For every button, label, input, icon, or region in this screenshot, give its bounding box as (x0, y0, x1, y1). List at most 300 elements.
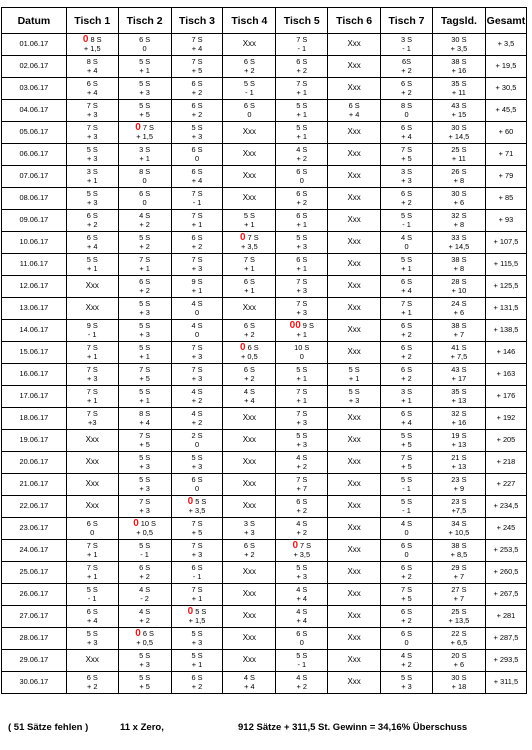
win-value: 0 (404, 549, 409, 559)
date-cell: 23.06.17 (2, 518, 67, 540)
win-value: + 1 (86, 263, 98, 273)
win-value: + 2 (191, 109, 203, 119)
tagsld-values (451, 454, 466, 471)
tisch-6-cell (328, 430, 381, 452)
cell-values (401, 674, 412, 691)
no-play-mark: Xxx (242, 39, 257, 49)
win-value: + 2 (191, 87, 203, 97)
sets-count: 6 S (296, 211, 308, 220)
cell-values (191, 234, 202, 251)
cell-values (191, 278, 202, 295)
sets-count: 5 S (400, 497, 413, 506)
cell-values (401, 454, 412, 471)
tagsld-win: + 8 (453, 175, 465, 185)
tisch-1-cell (66, 540, 118, 562)
tisch-4-cell (223, 452, 276, 474)
sets-count: 7 S (139, 497, 151, 506)
sets-count: 7 S (400, 299, 413, 308)
gesamt-cell: + 93 (485, 210, 526, 232)
tisch-2-cell (118, 122, 171, 144)
tisch-3-cell (171, 628, 223, 650)
tisch-6-cell (328, 276, 381, 298)
date-cell: 10.06.17 (2, 232, 67, 254)
sets-count: 5 S (243, 211, 255, 220)
cell-values (296, 410, 307, 427)
cell-values (296, 58, 307, 75)
date-cell: 02.06.17 (2, 56, 67, 78)
win-value: + 1,5 (136, 131, 153, 141)
tagsld-win: + 7 (453, 329, 465, 339)
cell-values (139, 168, 150, 185)
win-value: + 3 (296, 571, 307, 581)
win-value: 0 (299, 351, 304, 361)
win-value: + 1 (296, 109, 307, 119)
win-value: + 2 (244, 373, 255, 383)
date-cell: 18.06.17 (2, 408, 67, 430)
tisch-4-cell (223, 210, 276, 232)
tisch-2-cell (118, 518, 171, 540)
win-value: - 1 (402, 505, 411, 515)
win-value: + 2 (401, 615, 412, 625)
date-cell: 29.06.17 (2, 650, 67, 672)
win-value: +3 (88, 417, 97, 427)
tagsld-values (451, 410, 466, 427)
tisch-7-cell (381, 584, 433, 606)
zero-marker: 0 (133, 518, 139, 529)
sets-count: 6 S (296, 255, 308, 264)
sets-count: 6 S (191, 79, 203, 88)
tisch-2-cell (118, 78, 171, 100)
win-value: + 1 (401, 395, 412, 405)
sets-count: 8 S (90, 35, 102, 44)
sets-count: 6 S (400, 79, 413, 88)
tisch-4-cell (223, 122, 276, 144)
sets-count: 7 S (86, 123, 98, 132)
tisch-6-cell (328, 562, 381, 584)
win-value: - 1 (87, 329, 97, 339)
sets-count: 5 S (400, 673, 413, 682)
tisch-2-cell (118, 320, 171, 342)
tisch-5-cell (276, 276, 328, 298)
cell-values (191, 674, 202, 691)
tisch-4-cell (223, 100, 276, 122)
sets-count: 2 S (191, 431, 203, 440)
gesamt-cell: + 192 (485, 408, 526, 430)
win-value: + 1 (86, 571, 98, 581)
sets-count: 7 S (400, 453, 413, 462)
tisch-6-cell (328, 34, 381, 56)
sets-count: 4 S (191, 299, 203, 308)
win-value: + 1 (296, 395, 307, 405)
no-play-mark: Xxx (347, 237, 361, 247)
cell-values (401, 322, 412, 339)
sets-count: 4 S (139, 585, 151, 594)
table-row (2, 386, 527, 408)
sets-count: 5 S (139, 475, 151, 484)
sets-count: 6 S (400, 343, 413, 352)
tisch-3-cell (171, 584, 223, 606)
gesamt-cell: + 131,5 (485, 298, 526, 320)
cell-values (191, 410, 202, 427)
tisch-1-cell (66, 100, 118, 122)
win-value: + 5 (191, 65, 203, 75)
sets-count: 4 S (296, 145, 308, 154)
date-cell: 26.06.17 (2, 584, 67, 606)
tagsld-win: + 13 (451, 395, 467, 405)
table-row (2, 232, 527, 254)
win-value: + 3 (86, 637, 98, 647)
win-value: - 1 (245, 87, 254, 97)
win-value: + 4 (86, 241, 98, 251)
cell-values (292, 542, 311, 559)
win-value: + 2 (296, 153, 307, 163)
tagsld-values (451, 674, 466, 691)
no-play-mark: Xxx (347, 215, 361, 225)
cell-values (87, 630, 98, 647)
tisch-1-cell (66, 166, 118, 188)
win-value: + 5 (139, 373, 150, 383)
win-value: + 1 (139, 65, 150, 75)
tisch-2-cell (118, 496, 171, 518)
tisch-3-cell (171, 386, 223, 408)
win-value: + 2 (244, 329, 255, 339)
tagsld-values (451, 498, 466, 515)
sets-count: 7 S (191, 365, 203, 374)
win-value: 0 (404, 637, 409, 647)
cell-values (244, 542, 255, 559)
tisch-7-cell (381, 100, 433, 122)
win-value: + 1 (191, 285, 203, 295)
cell-values (244, 102, 255, 119)
gesamt-cell: + 19,5 (485, 56, 526, 78)
win-value: + 3 (296, 241, 307, 251)
header-tagsld: Tagsld. (432, 8, 485, 34)
gesamt-cell: + 3,5 (485, 34, 526, 56)
cell-values (191, 630, 202, 647)
no-play-mark: Xxx (347, 633, 361, 643)
tagsld-cell (432, 342, 485, 364)
tagsld-values (451, 58, 466, 75)
sets-count: 7 S (296, 35, 308, 44)
tagsld-sets: 32 S (451, 211, 467, 220)
table-row (2, 562, 527, 584)
cell-values (401, 344, 412, 361)
tisch-6-cell (328, 452, 381, 474)
tagsld-win: + 6,5 (450, 637, 468, 647)
sets-count: 6 S (400, 365, 413, 374)
cell-values (191, 256, 202, 273)
cell-values (244, 674, 255, 691)
tagsld-values (451, 476, 466, 493)
win-value: + 1 (296, 329, 307, 339)
table-row (2, 320, 527, 342)
cell-values (139, 190, 150, 207)
tisch-5-cell (276, 342, 328, 364)
tisch-4-cell (223, 56, 276, 78)
tisch-3-cell (171, 342, 223, 364)
tisch-1-cell (66, 232, 118, 254)
tisch-1-cell (66, 672, 118, 694)
date-cell: 22.06.17 (2, 496, 67, 518)
tisch-6-cell (328, 56, 381, 78)
sets-count: 5 S (296, 123, 308, 132)
no-play-mark: Xxx (347, 171, 361, 181)
sets-count: 6 S (400, 409, 413, 418)
tisch-6-cell (328, 232, 381, 254)
tagsld-values (451, 366, 466, 383)
table-row (2, 210, 527, 232)
tisch-6-cell (328, 672, 381, 694)
cell-values (188, 608, 207, 625)
tisch-7-cell (381, 650, 433, 672)
cell-values (139, 674, 150, 691)
tagsld-cell (432, 210, 485, 232)
cell-values (139, 608, 150, 625)
tisch-2-cell (118, 100, 171, 122)
sets-count: 7 S (191, 541, 203, 550)
win-value: + 5 (191, 527, 203, 537)
sets-count: 6 S (191, 475, 203, 484)
win-value: + 2 (401, 351, 412, 361)
win-value: + 2 (139, 571, 150, 581)
cell-values (244, 388, 255, 405)
tagsld-values (451, 80, 466, 97)
win-value: + 3 (191, 637, 203, 647)
cell-values (135, 124, 154, 141)
tisch-7-cell (381, 606, 433, 628)
cell-values (191, 146, 202, 163)
cell-values (244, 278, 255, 295)
win-value: + 3 (139, 307, 150, 317)
date-cell: 11.06.17 (2, 254, 67, 276)
cell-values (139, 476, 150, 493)
date-cell: 04.06.17 (2, 100, 67, 122)
tagsld-cell (432, 562, 485, 584)
tisch-6-cell (328, 320, 381, 342)
cell-values (401, 542, 412, 559)
tisch-6-cell (328, 584, 381, 606)
sets-count: 3 S (400, 167, 413, 176)
win-value: + 2 (191, 395, 203, 405)
gesamt-cell: + 45,5 (485, 100, 526, 122)
tisch-2-cell (118, 408, 171, 430)
win-value: + 2 (191, 241, 203, 251)
tisch-2-cell (118, 254, 171, 276)
tisch-5-cell (276, 144, 328, 166)
tisch-3-cell (171, 254, 223, 276)
sets-count: 6 S (400, 629, 413, 638)
win-value: + 1 (139, 263, 150, 273)
gesamt-cell: + 107,5 (485, 232, 526, 254)
sets-count: 6 S (86, 607, 98, 616)
cell-values (87, 168, 98, 185)
no-play-mark: Xxx (347, 127, 361, 137)
table-row (2, 430, 527, 452)
win-value: + 1 (296, 373, 307, 383)
tagsld-sets: 25 S (451, 145, 467, 154)
tisch-4-cell (223, 34, 276, 56)
win-value: + 1 (86, 351, 98, 361)
zero-count: 11 x Zero, (120, 722, 164, 733)
win-value: + 4 (401, 131, 412, 141)
cell-values (296, 366, 307, 383)
win-value: + 4 (244, 395, 255, 405)
win-value: + 0,5 (136, 527, 153, 537)
sets-count: 7 S (86, 343, 98, 352)
win-value: + 4 (296, 593, 307, 603)
tisch-2-cell (118, 540, 171, 562)
cell-values (244, 322, 255, 339)
sets-count: 5 S (296, 101, 308, 110)
win-value: + 3 (191, 549, 203, 559)
win-value: + 2 (296, 505, 307, 515)
win-value: + 2 (139, 285, 150, 295)
tisch-5-cell (276, 452, 328, 474)
cell-values (296, 102, 307, 119)
sets-count: 8 S (400, 101, 413, 110)
cell-values (139, 652, 150, 669)
win-value: + 4 (191, 43, 203, 53)
date-cell: 07.06.17 (2, 166, 67, 188)
sets-count: 4 S (243, 387, 255, 396)
cell-values (401, 190, 412, 207)
cell-values (139, 234, 150, 251)
tagsld-sets: 35 S (451, 387, 467, 396)
date-cell: 21.06.17 (2, 474, 67, 496)
tagsld-sets: 27 S (451, 585, 467, 594)
sets-count: 5 S (400, 475, 413, 484)
sets-count: 5 S (139, 387, 151, 396)
cell-values (87, 124, 98, 141)
sets-count: 8 S (139, 167, 151, 176)
tisch-7-cell (381, 364, 433, 386)
table-row (2, 474, 527, 496)
tagsld-values (451, 564, 466, 581)
win-value: + 2 (86, 681, 98, 691)
win-value: + 3 (86, 131, 98, 141)
tagsld-cell (432, 276, 485, 298)
tisch-2-cell (118, 34, 171, 56)
no-play-mark: Xxx (85, 655, 99, 665)
gesamt-cell: + 115,5 (485, 254, 526, 276)
tagsld-win: + 13 (451, 439, 467, 449)
sets-count: 5 S (243, 79, 255, 88)
tagsld-values (451, 146, 466, 163)
cell-values (139, 498, 150, 515)
win-value: + 1 (296, 87, 307, 97)
win-value: + 2 (191, 417, 203, 427)
win-value: + 2 (401, 659, 412, 669)
cell-values (87, 102, 98, 119)
win-value: + 3,5 (188, 505, 206, 515)
tagsld-sets: 41 S (451, 343, 467, 352)
tisch-5-cell (276, 606, 328, 628)
cell-values (87, 608, 98, 625)
tisch-3-cell (171, 452, 223, 474)
win-value: + 2 (244, 549, 255, 559)
cell-values (401, 124, 412, 141)
sets-count: 6 S (243, 541, 255, 550)
tagsld-sets: 30 S (451, 673, 467, 682)
sets-count: 7 S (86, 541, 98, 550)
tisch-5-cell (276, 298, 328, 320)
sets-count: 7 S (139, 431, 151, 440)
cell-values (191, 454, 202, 471)
sets-count: 6 S (247, 343, 259, 352)
tisch-1-cell (66, 408, 118, 430)
sets-count: 7 S (296, 277, 308, 286)
gesamt-cell: + 85 (485, 188, 526, 210)
date-cell: 24.06.17 (2, 540, 67, 562)
cell-values (191, 564, 202, 581)
no-play-mark: Xxx (347, 149, 361, 159)
sets-count: 5 S (139, 541, 151, 550)
cell-values (296, 674, 307, 691)
sets-count: 6 S (86, 79, 98, 88)
cell-values (296, 278, 307, 295)
tagsld-win: + 14,5 (448, 241, 470, 251)
table-row (2, 518, 527, 540)
tagsld-win: + 8,5 (450, 549, 468, 559)
cell-values (349, 388, 360, 405)
sets-count: 6 S (139, 563, 151, 572)
date-cell: 27.06.17 (2, 606, 67, 628)
table-row (2, 298, 527, 320)
tisch-3-cell (171, 298, 223, 320)
win-value: + 1 (401, 263, 412, 273)
sets-count: 5 S (86, 189, 98, 198)
sets-count: 7 S (86, 101, 98, 110)
tisch-6-cell (328, 474, 381, 496)
win-value: + 2 (296, 65, 307, 75)
tisch-4-cell (223, 254, 276, 276)
tisch-1-cell (66, 606, 118, 628)
win-value: + 3,5 (293, 549, 311, 559)
cell-values (87, 190, 98, 207)
tisch-1-cell (66, 34, 118, 56)
zero-marker: 0 (292, 540, 298, 551)
table-row (2, 540, 527, 562)
sets-count: 7 S (191, 211, 203, 220)
tisch-4-cell (223, 518, 276, 540)
sets-count: 4 S (139, 607, 151, 616)
tisch-7-cell (381, 56, 433, 78)
sets-count: 4 S (400, 651, 413, 660)
cell-values (401, 102, 412, 119)
win-value: + 3 (86, 197, 98, 207)
gesamt-cell: + 267,5 (485, 584, 526, 606)
tagsld-win: + 13,5 (448, 615, 470, 625)
summary-footer (0, 722, 532, 740)
tisch-4-cell (223, 166, 276, 188)
tagsld-win: + 3,5 (450, 43, 468, 53)
sets-count: 8 S (139, 409, 151, 418)
date-cell: 15.06.17 (2, 342, 67, 364)
tagsld-win: + 16 (451, 65, 467, 75)
win-value: + 2 (401, 373, 412, 383)
sets-count: 3 S (139, 145, 151, 154)
tagsld-values (451, 630, 468, 647)
sets-count: 9 S (302, 321, 314, 330)
cell-values (296, 146, 307, 163)
header-gesamt: Gesamt (485, 8, 526, 34)
tisch-1-cell (66, 342, 118, 364)
win-value: + 1 (401, 307, 412, 317)
zero-marker: 0 (187, 606, 194, 617)
no-play-mark: Xxx (347, 545, 361, 555)
cell-values (191, 344, 202, 361)
cell-values (349, 366, 360, 383)
